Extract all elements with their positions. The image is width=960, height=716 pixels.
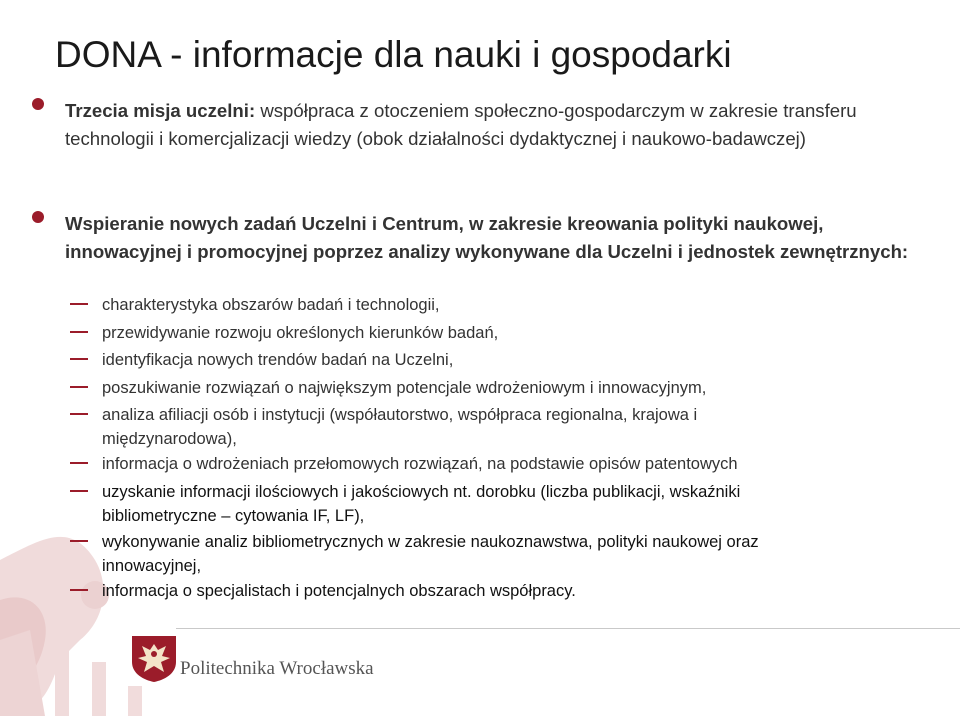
bullet-paragraph-1 xyxy=(65,97,925,153)
footer-divider xyxy=(176,628,960,629)
dash-marker xyxy=(70,413,88,415)
dash-marker xyxy=(70,462,88,464)
list-item-text: uzyskanie informacji ilościowych i jakościowych nt. dorobku (liczba publikacji, wskaźniki bibliometryczne – cytowania IF, LF), xyxy=(102,483,741,525)
list-item-text: przewidywanie rozwoju określonych kierunków badań, xyxy=(102,324,499,342)
dash-marker xyxy=(70,331,88,333)
bullet-text: współpraca z otoczeniem społeczno-gospodarczym w zakresie transferu technologii i komercjalizacji wiedzy (obok działalności dydaktycznej i naukowo-badawczej) xyxy=(65,100,857,149)
bullet-dot xyxy=(32,211,44,223)
page-title: DONA - informacje dla nauki i gospodarki xyxy=(55,34,732,75)
list-item-text: poszukiwanie rozwiązań o największym potencjale wdrożeniowym i innowacyjnym, xyxy=(102,379,707,397)
list-item-text: informacja o specjalistach i potencjalnych obszarach współpracy. xyxy=(102,582,576,600)
bullet-dot xyxy=(32,98,44,110)
dash-marker xyxy=(70,303,88,305)
list-item-text: analiza afiliacji osób i instytucji (współautorstwo, współpraca regionalna, krajowa i międzynarodowa), xyxy=(102,406,698,448)
list-item-text: charakterystyka obszarów badań i technologii, xyxy=(102,296,440,314)
bullet-lead: Trzecia misja uczelni: xyxy=(65,100,256,121)
dash-marker xyxy=(70,386,88,388)
dash-marker xyxy=(70,490,88,492)
list-item-text: informacja o wdrożeniach przełomowych rozwiązań, na podstawie opisów patentowych xyxy=(102,455,738,473)
dash-marker xyxy=(70,589,88,591)
list-item-text: wykonywanie analiz bibliometrycznych w zakresie naukoznawstwa, polityki naukowej oraz innowacyjnej, xyxy=(102,533,759,575)
university-logo-text: Politechnika Wrocławska xyxy=(180,658,374,679)
dash-marker xyxy=(70,358,88,360)
list-item-text: identyfikacja nowych trendów badań na Uczelni, xyxy=(102,351,454,369)
dash-marker xyxy=(70,540,88,542)
bullet-paragraph-2: Wspieranie nowych zadań Uczelni i Centrum, w zakresie kreowania polityki naukowej, innowacyjnej i promocyjnej poprzez analizy wykonywane dla Uczelni i jednostek zewnętrznych: xyxy=(65,213,909,262)
eagle-crest-icon xyxy=(128,632,180,684)
